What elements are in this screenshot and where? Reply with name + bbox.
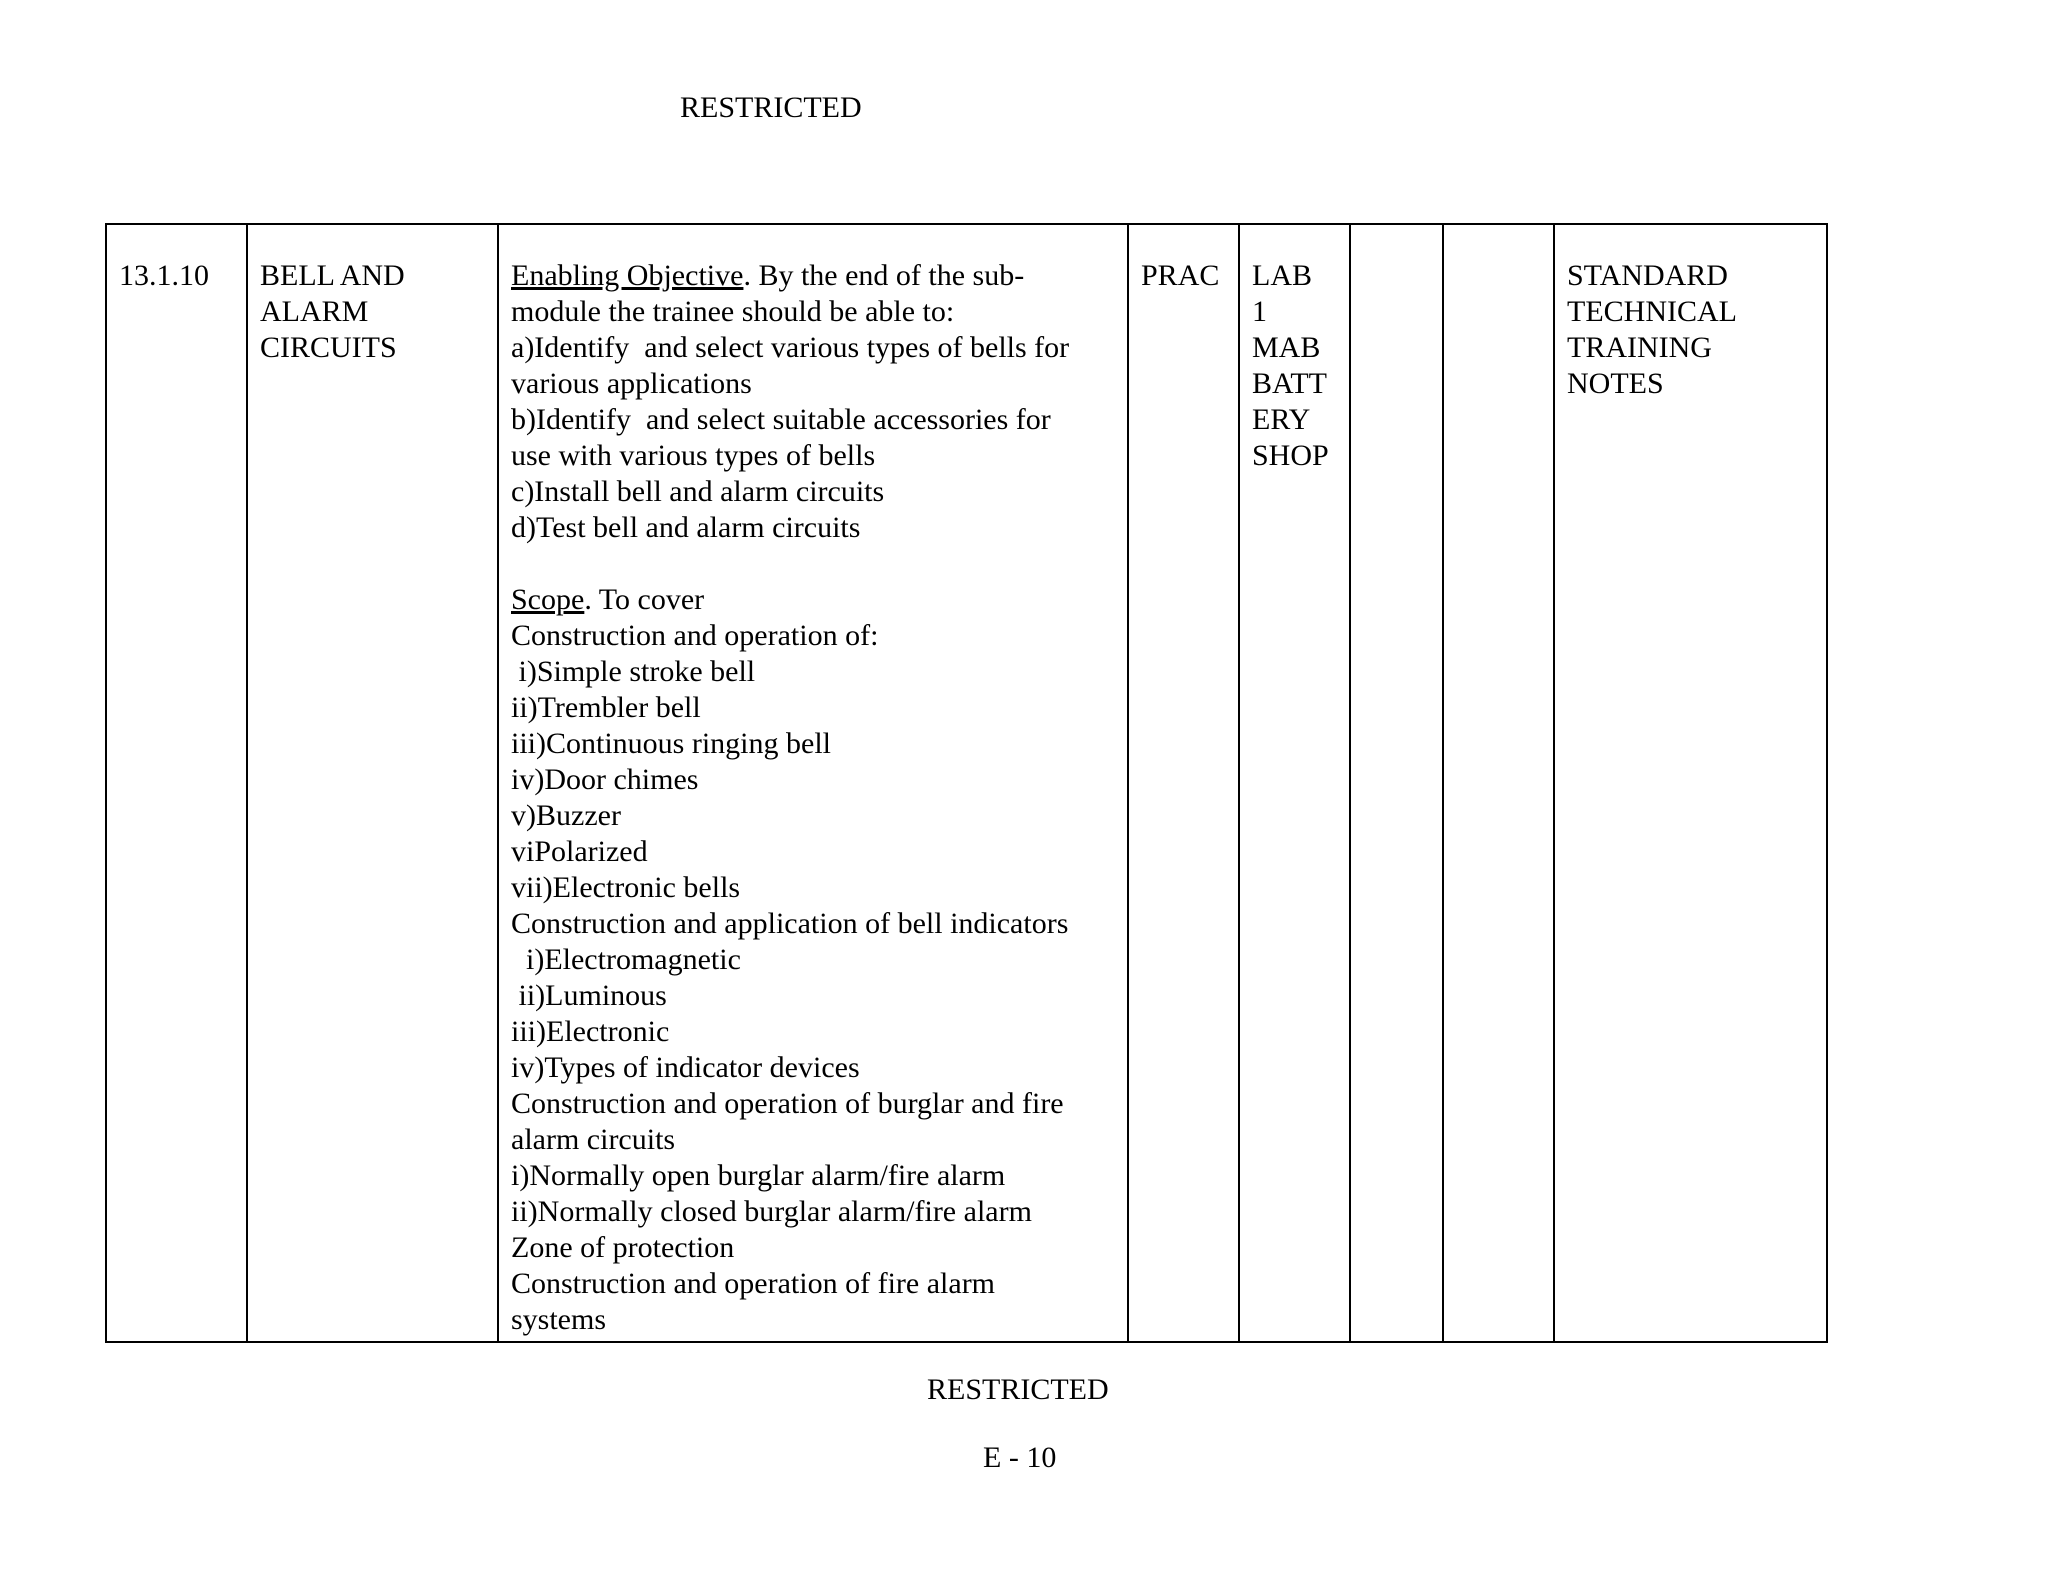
enabling-objective-items: a)Identify and select various types of bells for various applications b)Identify and select suitable accessories for use with various types of bells c)Install bell and alarm circuits d)Test bell and alarm circuits — [511, 331, 1070, 544]
method-text: PRAC — [1141, 259, 1220, 292]
section-gap — [511, 546, 1115, 582]
security-marking-top: RESTRICTED — [680, 91, 862, 124]
page-number: E - 10 — [983, 1441, 1057, 1474]
venue-cell — [1239, 224, 1350, 1342]
enabling-objective-intro — [511, 258, 1115, 330]
scope-body: Construction and operation of: i)Simple stroke bell ii)Trembler bell iii)Continuous ringing bell iv)Door chimes v)Buzzer viPolarized vii)Electronic bells Construction and application of bell indicators i)Electromagnetic ii)Luminous iii)Electronic iv)Types of indicator devices Construction and operation of burglar and fire alarm circuits i)Normally open burglar alarm/fire alarm ii)Normally closed burglar alarm/fire alarm Zone of protection Construction and operation of fire alarm systems — [511, 619, 1069, 1336]
enabling-objective-intro-text: . By the end of the sub- module the trainee should be able to: — [511, 259, 1025, 328]
subject-title: BELL AND ALARM CIRCUITS — [260, 259, 405, 364]
empty-cell-8 — [1443, 224, 1554, 1342]
scope-intro — [511, 582, 1115, 618]
reference-cell — [106, 224, 247, 1342]
venue-text: LAB 1 MAB BATT ERY SHOP — [1252, 259, 1329, 472]
reference-material-text: STANDARD TECHNICAL TRAINING NOTES — [1567, 259, 1737, 400]
empty-cell-7 — [1350, 224, 1443, 1342]
table-row — [106, 224, 1827, 1342]
reference-material-cell — [1554, 224, 1827, 1342]
scope-intro-text: . To cover — [584, 583, 705, 616]
syllabus-table — [105, 223, 1828, 1343]
security-marking-bottom: RESTRICTED — [927, 1373, 1109, 1406]
scope-heading: Scope — [511, 583, 585, 616]
enabling-objective-heading: Enabling Objective — [511, 259, 744, 292]
reference-number: 13.1.10 — [119, 259, 209, 292]
details-cell — [498, 224, 1128, 1342]
subject-cell — [247, 224, 498, 1342]
method-cell — [1128, 224, 1239, 1342]
